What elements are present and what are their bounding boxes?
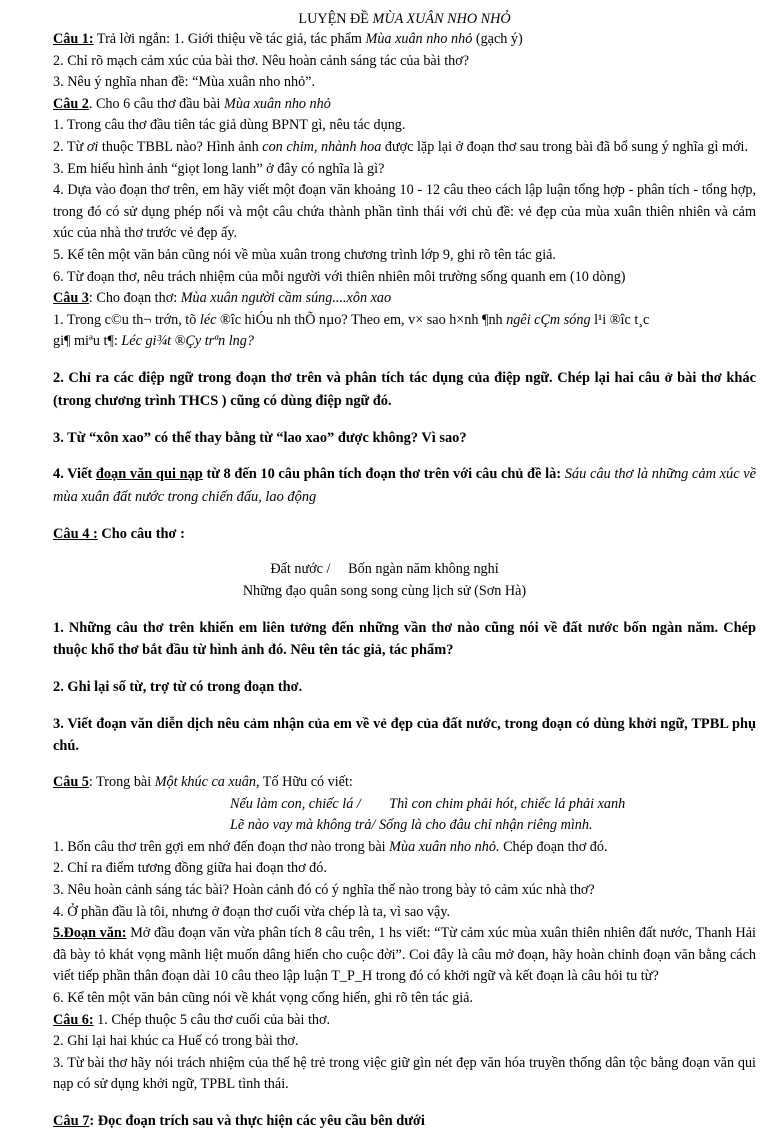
text: ơi <box>86 138 99 155</box>
text: đoạn văn qui nạp <box>95 466 203 483</box>
question-5-paragraph-task <box>53 923 756 988</box>
question-2-item-5: 5. Kể tên một văn bản cũng nói về mùa xuân trong chương trình lớp 9, ghi rõ tên tác giả. <box>53 246 556 263</box>
title-prefix: LUYỆN ĐỀ <box>298 11 373 27</box>
text: l¹i ®îc t¸c <box>590 311 650 328</box>
text: Chép đoạn thơ đó. <box>499 838 608 855</box>
text: Mở đầu đoạn văn vừa phân tích 8 câu trên, 1 hs viết: “Từ cảm xúc mùa xuân thiên nhiên đất nước, Thanh Hải đã bày tỏ khát vọng mãnh liệt muốn dâng hiến cho cuộc đời”. Coi đây là câu mở đoạn, hãy hoàn chỉnh đoạn văn bằng cách viết tiếp phần thân đoạn dài 10 câu theo lập luận T_P_H trong đó có khởi ngữ và kết đoạn là câu hỏi tu từ? <box>53 925 756 985</box>
text: Cho câu thơ : <box>97 525 185 542</box>
paragraph-task-label: 5.Đoạn văn: <box>53 925 127 942</box>
question-2-item-4: 4. Dựa vào đoạn thơ trên, em hãy viết một đoạn văn khoảng 10 - 12 câu theo cách lập luận tổng hợp - phân tích - tổng hợp, trong đó có sử dụng phép nối và một câu chứa thành phần tình thái với chủ đề: vẻ đẹp của mùa xuân thiên nhiên và cảm xúc của nhà thơ trước vẻ đẹp ấy. <box>53 182 756 242</box>
question-7-label: Câu 7 <box>53 1113 90 1130</box>
text: Léc gi¾t ®Çy trªn lng? <box>121 333 254 350</box>
question-3-item-4 <box>53 463 756 508</box>
question-5-item-1 <box>53 837 756 859</box>
text: : Cho đoạn thơ: <box>88 290 181 307</box>
text: được lặp lại ở đoạn thơ sau trong bài đã bổ sung ý nghĩa gì mới. <box>381 138 749 155</box>
question-6-item-3: 3. Từ bài thơ hãy nói trách nhiệm của thế hệ trẻ trong việc giữ gìn nét đẹp văn hóa truyền thống dân tộc bằng đoạn văn qui nạp có sử dụng khởi ngữ, TPBL tình thái. <box>53 1054 756 1093</box>
question-3-label: Câu 3 <box>53 290 89 307</box>
text: léc <box>199 311 217 328</box>
question-4-item-1: 1. Những câu thơ trên khiến em liên tưởng đến những vần thơ nào cũng nói về đất nước bốn ngàn năm. Chép thuộc khổ thơ bắt đầu từ hình ảnh đó. Nêu tên tác giả, tác phẩm? <box>53 619 756 659</box>
question-4-heading <box>53 523 756 545</box>
text: 4. Viết <box>53 466 96 483</box>
question-1-line-2: 2. Chỉ rõ mạch cảm xúc của bài thơ. Nêu hoàn cảnh sáng tác của bài thơ? <box>53 52 470 69</box>
question-1-line-3: 3. Nêu ý nghĩa nhan đề: “Mùa xuân nho nhỏ”. <box>53 74 316 91</box>
text: ngêi cÇm sóng <box>506 311 591 328</box>
text: 1. Chép thuộc 5 câu thơ cuối của bài thơ. <box>93 1011 331 1028</box>
question-5-item-3: 3. Nêu hoàn cảnh sáng tác bài? Hoàn cảnh đó có ý nghĩa thế nào trong bày tỏ cảm xúc nhà thơ? <box>53 882 595 899</box>
text: gi¶ miªu t¶: <box>53 333 122 350</box>
text: Mùa xuân nho nhỏ <box>365 31 473 47</box>
question-2-label: Câu 2 <box>53 95 89 112</box>
question-4-verse-2: Những đạo quân song song cùng lịch sử (Sơn Hà) <box>242 582 527 599</box>
question-2-item-6: 6. Từ đoạn thơ, nêu trách nhiệm của mỗi người với thiên nhiên môi trường sống quanh em (10 dòng) <box>53 268 626 285</box>
question-5-label: Câu 5 <box>53 774 89 791</box>
text: 1. Trong c©u th¬ trớn, tõ <box>53 311 200 328</box>
text: ®îc hiÓu nh thÕ nµo? Theo em, v× sao h×nh ¶nh <box>216 311 507 328</box>
question-5-poem-line-2: Lẽ nào vay mà không trả/ Sống là cho đâu chỉ nhận riêng mình. <box>230 817 593 834</box>
question-4-item-2: 2. Ghi lại số từ, trợ từ có trong đoạn thơ. <box>53 679 303 696</box>
question-3-item-3: 3. Từ “xôn xao” có thể thay bằng từ “lao xao” được không? Vì sao? <box>53 429 467 446</box>
question-6-heading <box>53 1010 756 1032</box>
text: Sáu câu thơ là những cảm xúc về mùa xuân đất nước trong chiến đấu, lao động <box>53 466 756 505</box>
question-4-label: Câu 4 : <box>53 525 98 542</box>
text: từ 8 đến 10 câu phân tích đoạn thơ trên với câu chủ đề là: <box>202 466 565 483</box>
question-2-item-2 <box>53 137 756 159</box>
text: Trả lời ngắn: 1. Giới thiệu về tác giả, tác phẩm <box>93 31 366 47</box>
question-6-item-2: 2. Ghi lại hai khúc ca Huế có trong bài thơ. <box>53 1033 299 1050</box>
question-1-line-1 <box>53 29 756 51</box>
question-5-poem-line-1: Nếu làm con, chiếc lá / Thì con chim phải hót, chiếc lá phải xanh <box>230 795 626 812</box>
question-1-label: Câu 1: <box>53 31 94 47</box>
text: (gạch ý) <box>472 31 523 47</box>
question-2-item-3: 3. Em hiểu hình ảnh “giọt long lanh” ở đây có nghĩa là gì? <box>53 160 385 177</box>
question-3-heading <box>53 288 756 310</box>
question-6-label: Câu 6: <box>53 1011 94 1028</box>
text: thuộc TBBL nào? Hình ảnh <box>98 138 263 155</box>
question-2-heading <box>53 94 756 116</box>
question-3-item-1 <box>53 310 756 332</box>
question-2-item-1: 1. Trong câu thơ đầu tiên tác giả dùng BPNT gì, nêu tác dụng. <box>53 117 406 134</box>
document-title <box>53 9 756 29</box>
text: Mùa xuân nho nhỏ <box>224 95 331 112</box>
title-italic: MÙA XUÂN NHO NHỎ <box>372 11 511 27</box>
text: con chim, nhành hoa <box>262 138 382 155</box>
question-3-item-1-cont <box>53 331 756 353</box>
question-5-item-2: 2. Chỉ ra điểm tương đồng giữa hai đoạn thơ đó. <box>53 860 327 877</box>
text: Tố Hữu có viết: <box>259 774 353 791</box>
question-7-heading <box>53 1110 756 1132</box>
question-4-item-3: 3. Viết đoạn văn diễn dịch nêu cảm nhận của em về vẻ đẹp của đất nước, trong đoạn có dùng khởi ngữ, TPBL phụ chú. <box>53 715 756 755</box>
text: . Cho 6 câu thơ đầu bài <box>88 95 225 112</box>
question-5-item-4: 4. Ở phần đầu là tôi, nhưng ở đoạn thơ cuối vừa chép là ta, vì sao vậy. <box>53 903 451 920</box>
text: 2. Từ <box>53 138 87 155</box>
question-3-item-2: 2. Chỉ ra các điệp ngữ trong đoạn thơ trên và phân tích tác dụng của điệp ngữ. Chép lại hai câu ở bài thơ khác (trong chương trình THCS ) cũng có dùng điệp ngữ đó. <box>53 370 756 409</box>
question-5-heading <box>53 772 756 794</box>
text: Một khúc ca xuân, <box>154 774 260 791</box>
text: : Đọc đoạn trích sau và thực hiện các yêu cầu bên dưới <box>89 1113 425 1130</box>
text: : Trong bài <box>88 774 155 791</box>
question-4-verse-1: Đất nước / Bốn ngàn năm không nghỉ <box>270 561 499 578</box>
question-5-item-6: 6. Kể tên một văn bản cũng nói về khát vọng cống hiến, ghi rõ tên tác giả. <box>53 990 473 1007</box>
text: Mùa xuân người cầm súng....xôn xao <box>180 290 392 307</box>
text: 1. Bốn câu thơ trên gợi em nhớ đến đoạn thơ nào trong bài <box>53 838 390 855</box>
text: Mùa xuân nho nhỏ. <box>389 838 500 855</box>
